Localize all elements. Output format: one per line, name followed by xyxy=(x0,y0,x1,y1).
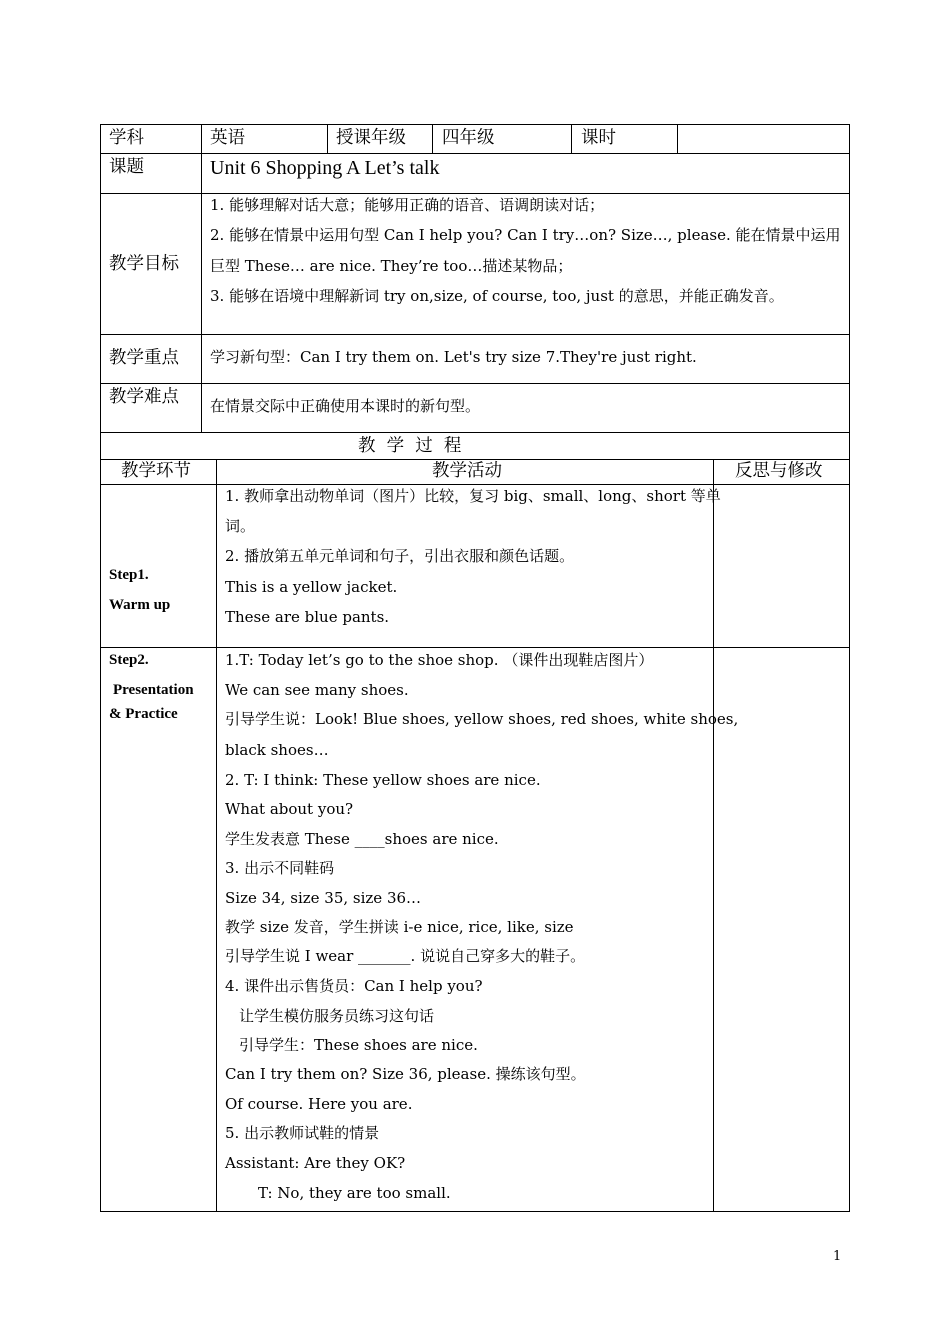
activity-line: 学生发表意 These ____shoes are nice. xyxy=(225,830,499,848)
step-stage: Presentation xyxy=(113,682,194,698)
objective-line: 3. 能够在语境中理解新词 try on,size, of course, too, just 的意思，并能正确发音。 xyxy=(210,287,784,305)
column-header-reflection: 反思与修改 xyxy=(735,461,823,481)
activity-line: 教学 size 发音，学生拼读 i-e nice, rice, like, size xyxy=(225,918,574,936)
table-border xyxy=(100,124,850,125)
activity-line: 引导学生说：Look! Blue shoes, yellow shoes, red shoes, white shoes, xyxy=(225,710,739,728)
grade-value: 四年级 xyxy=(442,128,495,148)
table-border xyxy=(327,124,328,154)
objective-line: 巨型 These… are nice. They’re too…描述某物品； xyxy=(210,257,573,275)
period-label: 课时 xyxy=(581,128,616,148)
activity-line: 2. T: I think: These yellow shoes are nice. xyxy=(225,771,541,789)
table-border xyxy=(100,193,850,194)
step-stage: Warm up xyxy=(109,597,171,613)
difficulties-label: 教学难点 xyxy=(109,387,179,407)
grade-label: 授课年级 xyxy=(336,128,406,148)
step-stage: Step1. xyxy=(109,567,149,583)
activity-line: What about you? xyxy=(225,800,354,818)
table-border xyxy=(216,459,217,1212)
table-border xyxy=(100,484,850,485)
activity-line: 引导学生说 I wear _______. 说说自己穿多大的鞋子。 xyxy=(225,947,586,965)
activity-line: black shoes… xyxy=(225,741,329,759)
activity-line: This is a yellow jacket. xyxy=(225,578,398,596)
subject-label: 学科 xyxy=(109,128,144,148)
step-stage: Step2. xyxy=(109,652,149,668)
table-border xyxy=(100,334,850,335)
objectives-label: 教学目标 xyxy=(109,254,179,274)
activity-line: Size 34, size 35, size 36… xyxy=(225,889,422,907)
activity-line: Assistant: Are they OK? xyxy=(225,1154,406,1172)
activity-line: These are blue pants. xyxy=(225,608,390,626)
activity-line: Of course. Here you are. xyxy=(225,1095,413,1113)
table-border xyxy=(100,432,101,1212)
table-border xyxy=(100,1211,850,1212)
table-border xyxy=(100,647,850,648)
table-border xyxy=(100,383,850,384)
activity-line: 1.T: Today let’s go to the shoe shop. （课件出现鞋店图片） xyxy=(225,651,654,669)
step-stage: & Practice xyxy=(109,706,178,722)
objective-line: 2. 能够在情景中运用句型 Can I help you? Can I try…on? Size…, please. 能在情景中运用 xyxy=(210,226,841,244)
table-border xyxy=(849,124,850,433)
table-border xyxy=(432,124,433,154)
topic-value: Unit 6 Shopping A Let’s talk xyxy=(210,157,440,179)
table-border xyxy=(677,124,678,154)
table-border xyxy=(100,459,850,460)
activity-line: 引导学生：These shoes are nice. xyxy=(239,1036,478,1054)
activity-line: 5. 出示教师试鞋的情景 xyxy=(225,1124,380,1142)
difficulties-value: 在情景交际中正确使用本课时的新句型。 xyxy=(210,397,481,415)
table-border xyxy=(201,124,202,433)
activity-line: Can I try them on? Size 36, please. 操练该句型。 xyxy=(225,1065,586,1083)
table-border xyxy=(100,124,101,433)
activity-line: 4. 课件出示售货员：Can I help you? xyxy=(225,977,483,995)
activity-line: T: No, they are too small. xyxy=(258,1184,451,1202)
objective-line: 1. 能够理解对话大意；能够用正确的语音、语调朗读对话； xyxy=(210,196,605,214)
column-header-stage: 教学环节 xyxy=(121,461,191,481)
column-header-activity: 教学活动 xyxy=(432,461,502,481)
topic-label: 课题 xyxy=(109,157,144,177)
activity-line: 3. 出示不同鞋码 xyxy=(225,859,335,877)
table-border xyxy=(713,459,714,1212)
activity-line: We can see many shoes. xyxy=(225,681,409,699)
key-points-value: 学习新句型：Can I try them on. Let's try size 7.They're just right. xyxy=(210,348,697,366)
process-title: 教 学 过 程 xyxy=(358,436,462,456)
activity-line: 1. 教师拿出动物单词（图片）比较，复习 big、small、long、short 等单 xyxy=(225,487,721,505)
page-number: 1 xyxy=(833,1249,842,1264)
activity-line: 词。 xyxy=(225,517,256,535)
activity-line: 让学生模仿服务员练习这句话 xyxy=(239,1007,435,1025)
table-border xyxy=(849,432,850,1212)
table-border xyxy=(100,153,850,154)
activity-line: 2. 播放第五单元单词和句子，引出衣服和颜色话题。 xyxy=(225,547,575,565)
subject-value: 英语 xyxy=(210,128,245,148)
table-border xyxy=(100,432,850,433)
key-points-label: 教学重点 xyxy=(109,348,179,368)
table-border xyxy=(571,124,572,154)
